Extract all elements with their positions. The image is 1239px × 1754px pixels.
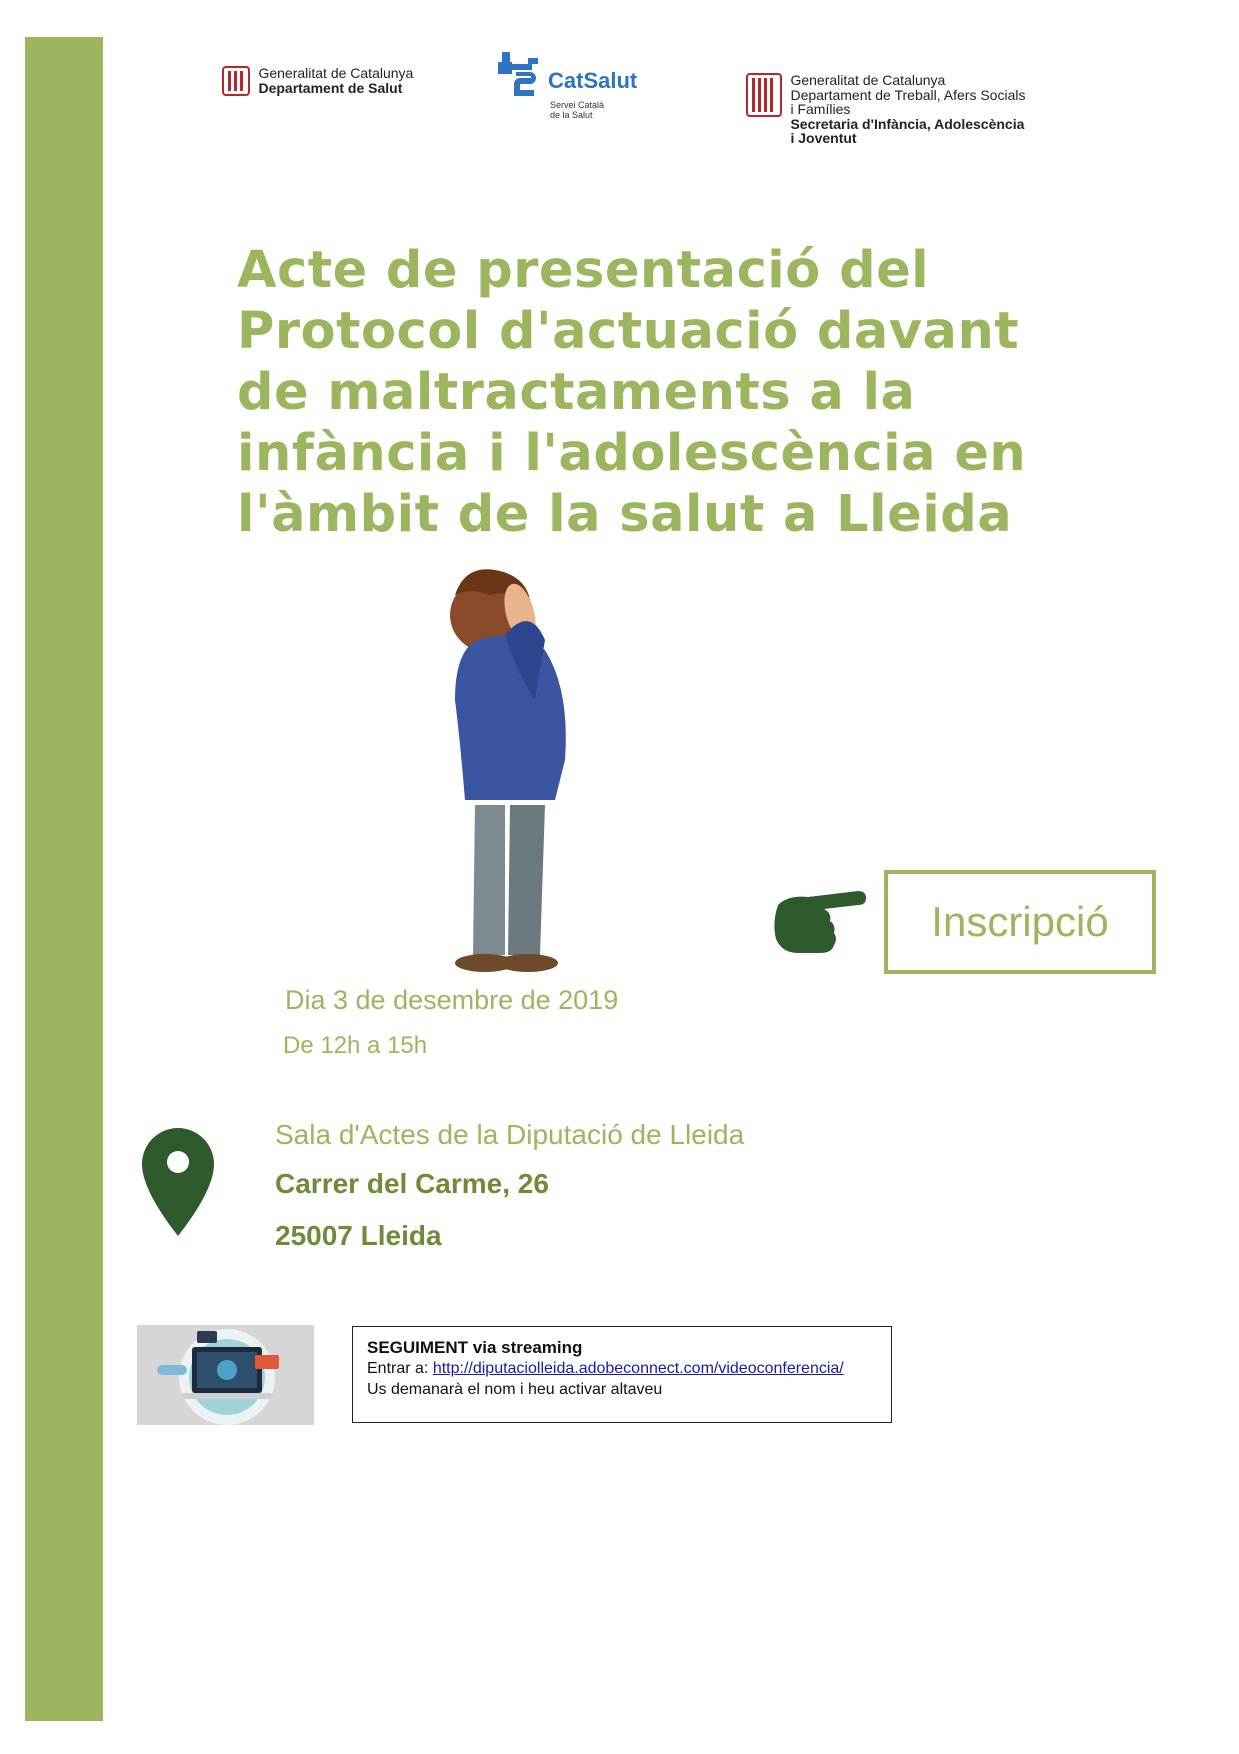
title-line: Acte de presentació del bbox=[237, 241, 930, 300]
gencat-emblem-icon bbox=[222, 66, 250, 96]
map-pin-icon bbox=[140, 1126, 216, 1238]
logo-treball-text bbox=[790, 73, 1025, 146]
streaming-link[interactable]: http://diputaciolleida.adobeconnect.com/videoconferencia/ bbox=[432, 1360, 844, 1377]
logo-treball-line1: Generalitat de Catalunya bbox=[790, 72, 946, 88]
logo-salut-text bbox=[258, 66, 413, 96]
streaming-enter-line bbox=[367, 1358, 877, 1379]
title-line: de maltractaments a la bbox=[237, 363, 916, 422]
catsalut-sub1: Servei Català bbox=[550, 100, 605, 110]
catsalut-subtitle bbox=[550, 100, 604, 120]
title-line: Protocol d'actuació davant bbox=[237, 302, 1020, 361]
logo-treball-line4: Secretaria d'Infància, Adolescència bbox=[790, 115, 1025, 132]
registration-button[interactable] bbox=[884, 870, 1156, 974]
event-date: Dia 3 de desembre de 2019 bbox=[285, 985, 619, 1015]
video-conference-icon bbox=[137, 1325, 314, 1425]
venue-name: Sala d'Actes de la Diputació de Lleida bbox=[275, 1119, 745, 1150]
logo-salut-line2: Departament de Salut bbox=[258, 80, 403, 96]
streaming-note: Us demanarà el nom i heu activar altaveu bbox=[367, 1381, 663, 1398]
catsalut-sub2: de la Salut bbox=[550, 110, 593, 120]
logo-catsalut bbox=[498, 52, 638, 120]
venue-city: 25007 Lleida bbox=[275, 1220, 442, 1251]
title-line: l'àmbit de la salut a Lleida bbox=[237, 485, 1013, 544]
catsalut-cross-icon bbox=[498, 52, 542, 96]
pointing-hand-icon bbox=[772, 885, 868, 961]
title-line: infància i l'adolescència en bbox=[237, 424, 1027, 483]
event-title bbox=[237, 240, 1137, 545]
streaming-info-box bbox=[352, 1326, 892, 1423]
logo-treball-line5: i Joventut bbox=[790, 130, 857, 146]
logo-treball-line2: Departament de Treball, Afers Socials bbox=[790, 86, 1026, 103]
distressed-child-illustration bbox=[410, 555, 610, 975]
event-time: De 12h a 15h bbox=[283, 1032, 428, 1059]
gencat-emblem-icon bbox=[746, 73, 782, 117]
venue-street: Carrer del Carme, 26 bbox=[275, 1168, 549, 1199]
streaming-enter-label: Entrar a: bbox=[367, 1360, 429, 1377]
catsalut-name: CatSalut bbox=[548, 68, 638, 93]
streaming-title: SEGUIMENT via streaming bbox=[367, 1338, 583, 1357]
registration-label: Inscripció bbox=[931, 898, 1109, 945]
decorative-side-bar bbox=[25, 37, 103, 1721]
logo-salut-line1: Generalitat de Catalunya bbox=[258, 65, 414, 81]
logo-departament-salut bbox=[222, 66, 413, 96]
logo-departament-treball bbox=[746, 73, 1025, 146]
logo-treball-line3: i Famílies bbox=[790, 101, 851, 117]
